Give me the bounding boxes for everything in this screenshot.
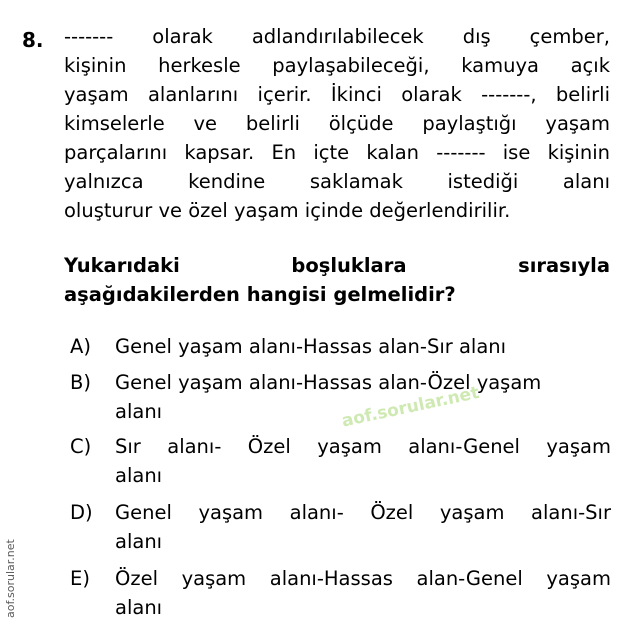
option-line: alanı (115, 530, 163, 553)
option-text (115, 432, 611, 490)
stem-line: oluşturur ve özel yaşam içinde değerlendirilir. (64, 199, 511, 222)
option-line: alanı (115, 464, 163, 487)
watermark-side: aof.sorular.net (4, 539, 17, 618)
option-line: Genel yaşam alanı-Hassas alan-Özel yaşam (115, 371, 542, 394)
stem-line: kimselerle ve belirli ölçüde paylaştığı yaşam (64, 112, 610, 135)
option-letter: E) (70, 567, 90, 590)
option-line: Sır alanı- Özel yaşam alanı-Genel yaşam (115, 435, 611, 458)
stem-line: kişinin herkesle paylaşabileceği, kamuya açık (64, 54, 610, 77)
option-letter: B) (70, 371, 91, 394)
option-line: alanı (115, 400, 163, 423)
option-line: Özel yaşam alanı-Hassas alan-Genel yaşam (115, 567, 611, 590)
option-text (115, 498, 611, 556)
prompt-line: aşağıdakilerden hangisi gelmelidir? (64, 283, 456, 306)
option-letter: A) (70, 335, 91, 358)
question-stem (64, 22, 610, 225)
question-number: 8. (22, 28, 44, 52)
option-line: Genel yaşam alanı-Hassas alan-Sır alanı (115, 335, 507, 358)
stem-line: parçalarını kapsar. En içte kalan ------- ise kişinin (64, 141, 610, 164)
watermark-center: aof.sorular.net (340, 382, 481, 432)
stem-line: ------- olarak adlandırılabilecek dış çember, (64, 25, 610, 48)
option-line: alanı (115, 596, 163, 619)
option-line: Genel yaşam alanı- Özel yaşam alanı-Sır (115, 501, 611, 524)
option-text (115, 564, 611, 622)
question-prompt (64, 251, 610, 309)
option-text (115, 332, 611, 361)
prompt-line: Yukarıdaki boşluklara sırasıyla (64, 254, 610, 277)
option-letter: C) (70, 435, 92, 458)
option-letter: D) (70, 501, 93, 524)
stem-line: yalnızca kendine saklamak istediği alanı (64, 170, 610, 193)
stem-line: yaşam alanlarını içerir. İkinci olarak -------, belirli (64, 83, 610, 106)
